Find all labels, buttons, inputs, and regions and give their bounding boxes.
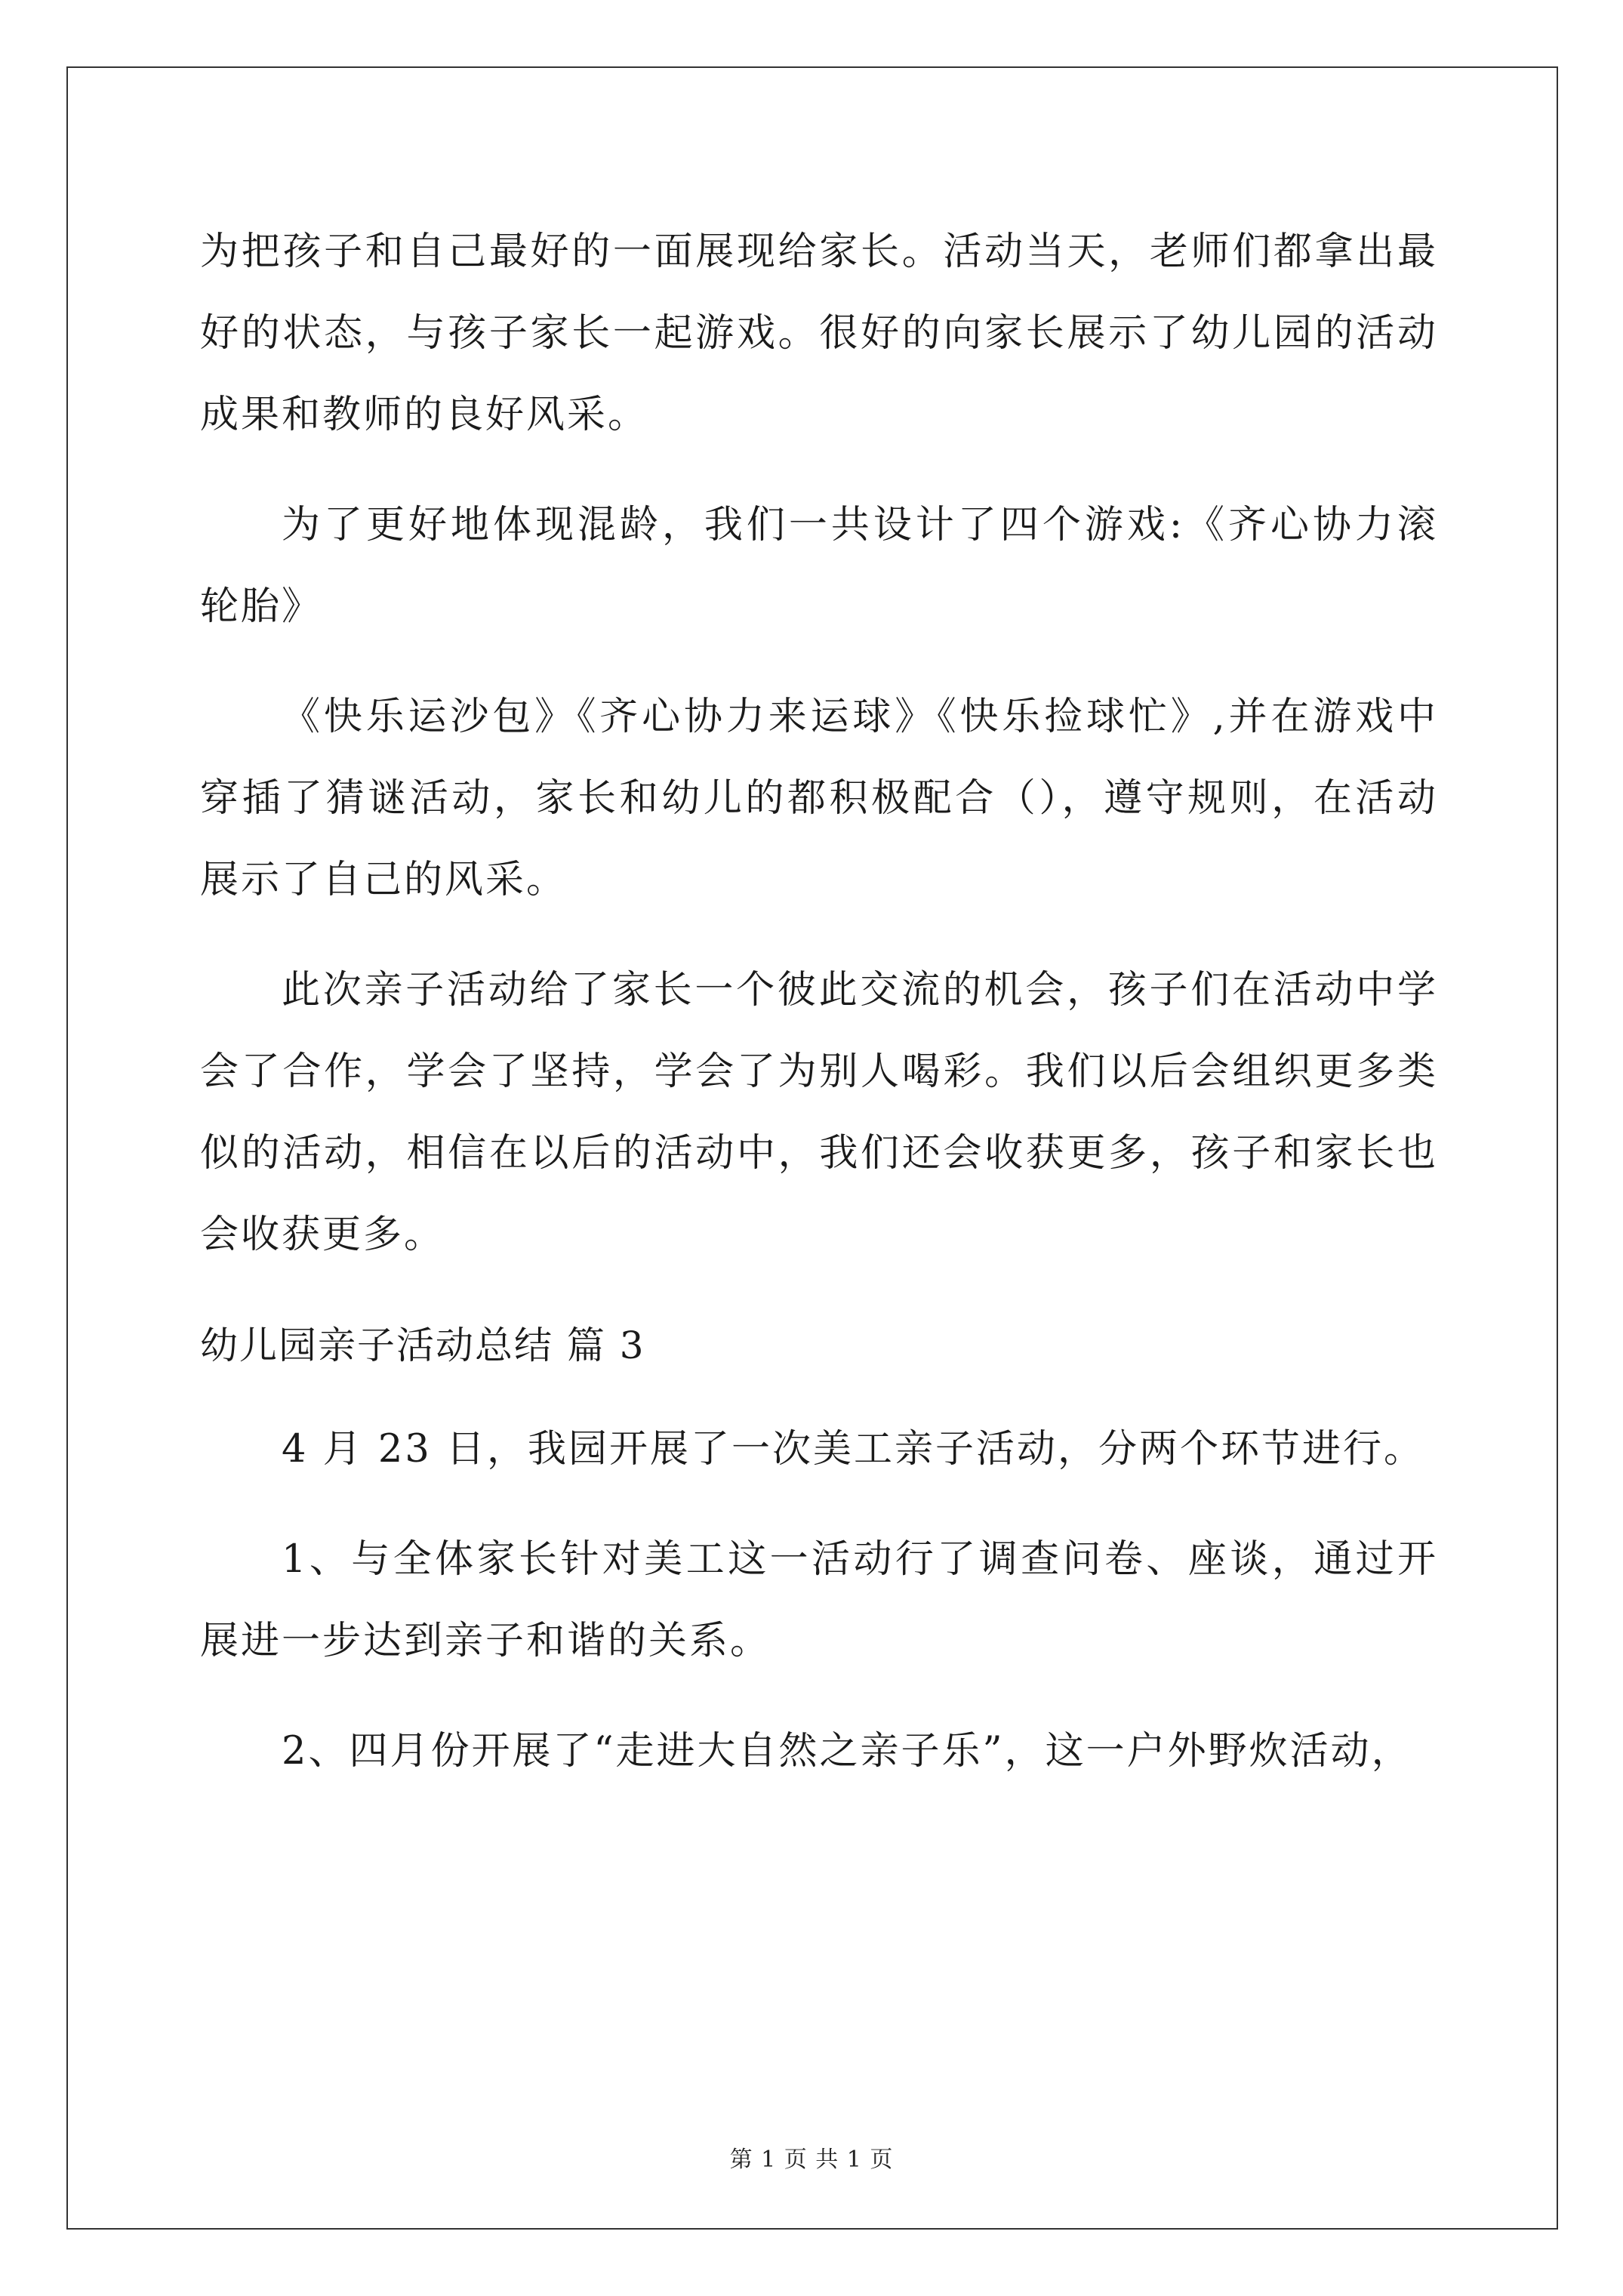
paragraph: 4 月 23 日，我园开展了一次美工亲子活动，分两个环节进行。 (282, 1427, 1424, 1472)
document-body (200, 211, 1438, 1821)
paragraph: 为了更好地体现混龄，我们一共设计了四个游戏:《齐心协力滚轮胎》 (200, 503, 1438, 629)
page-number-footer: 第 1 页 共 1 页 (729, 2147, 894, 2173)
paragraph: 1、与全体家长针对美工这一活动行了调查问卷、座谈，通过开展进一步达到亲子和谐的关系。 (200, 1537, 1438, 1663)
paragraph: 2、四月份开展了“走进大自然之亲子乐”，这一户外野炊活动， (282, 1729, 1412, 1774)
paragraph: 《快乐运沙包》《齐心协力来运球》《快乐捡球忙》,并在游戏中穿插了猜谜活动，家长和幼儿的都积极配合（），遵守规则，在活动展示了自己的风采。 (200, 695, 1438, 902)
paragraph: 此次亲子活动给了家长一个彼此交流的机会，孩子们在活动中学会了合作，学会了坚持，学会了为别人喝彩。我们以后会组织更多类似的活动，相信在以后的活动中，我们还会收获更多，孩子和家长也会收获更多。 (200, 968, 1438, 1257)
paragraph: 为把孩子和自己最好的一面展现给家长。活动当天，老师们都拿出最好的状态，与孩子家长一起游戏。很好的向家长展示了幼儿园的活动成果和教师的良好风采。 (200, 230, 1438, 437)
section-heading: 幼儿园亲子活动总结 篇 3 (200, 1324, 645, 1367)
